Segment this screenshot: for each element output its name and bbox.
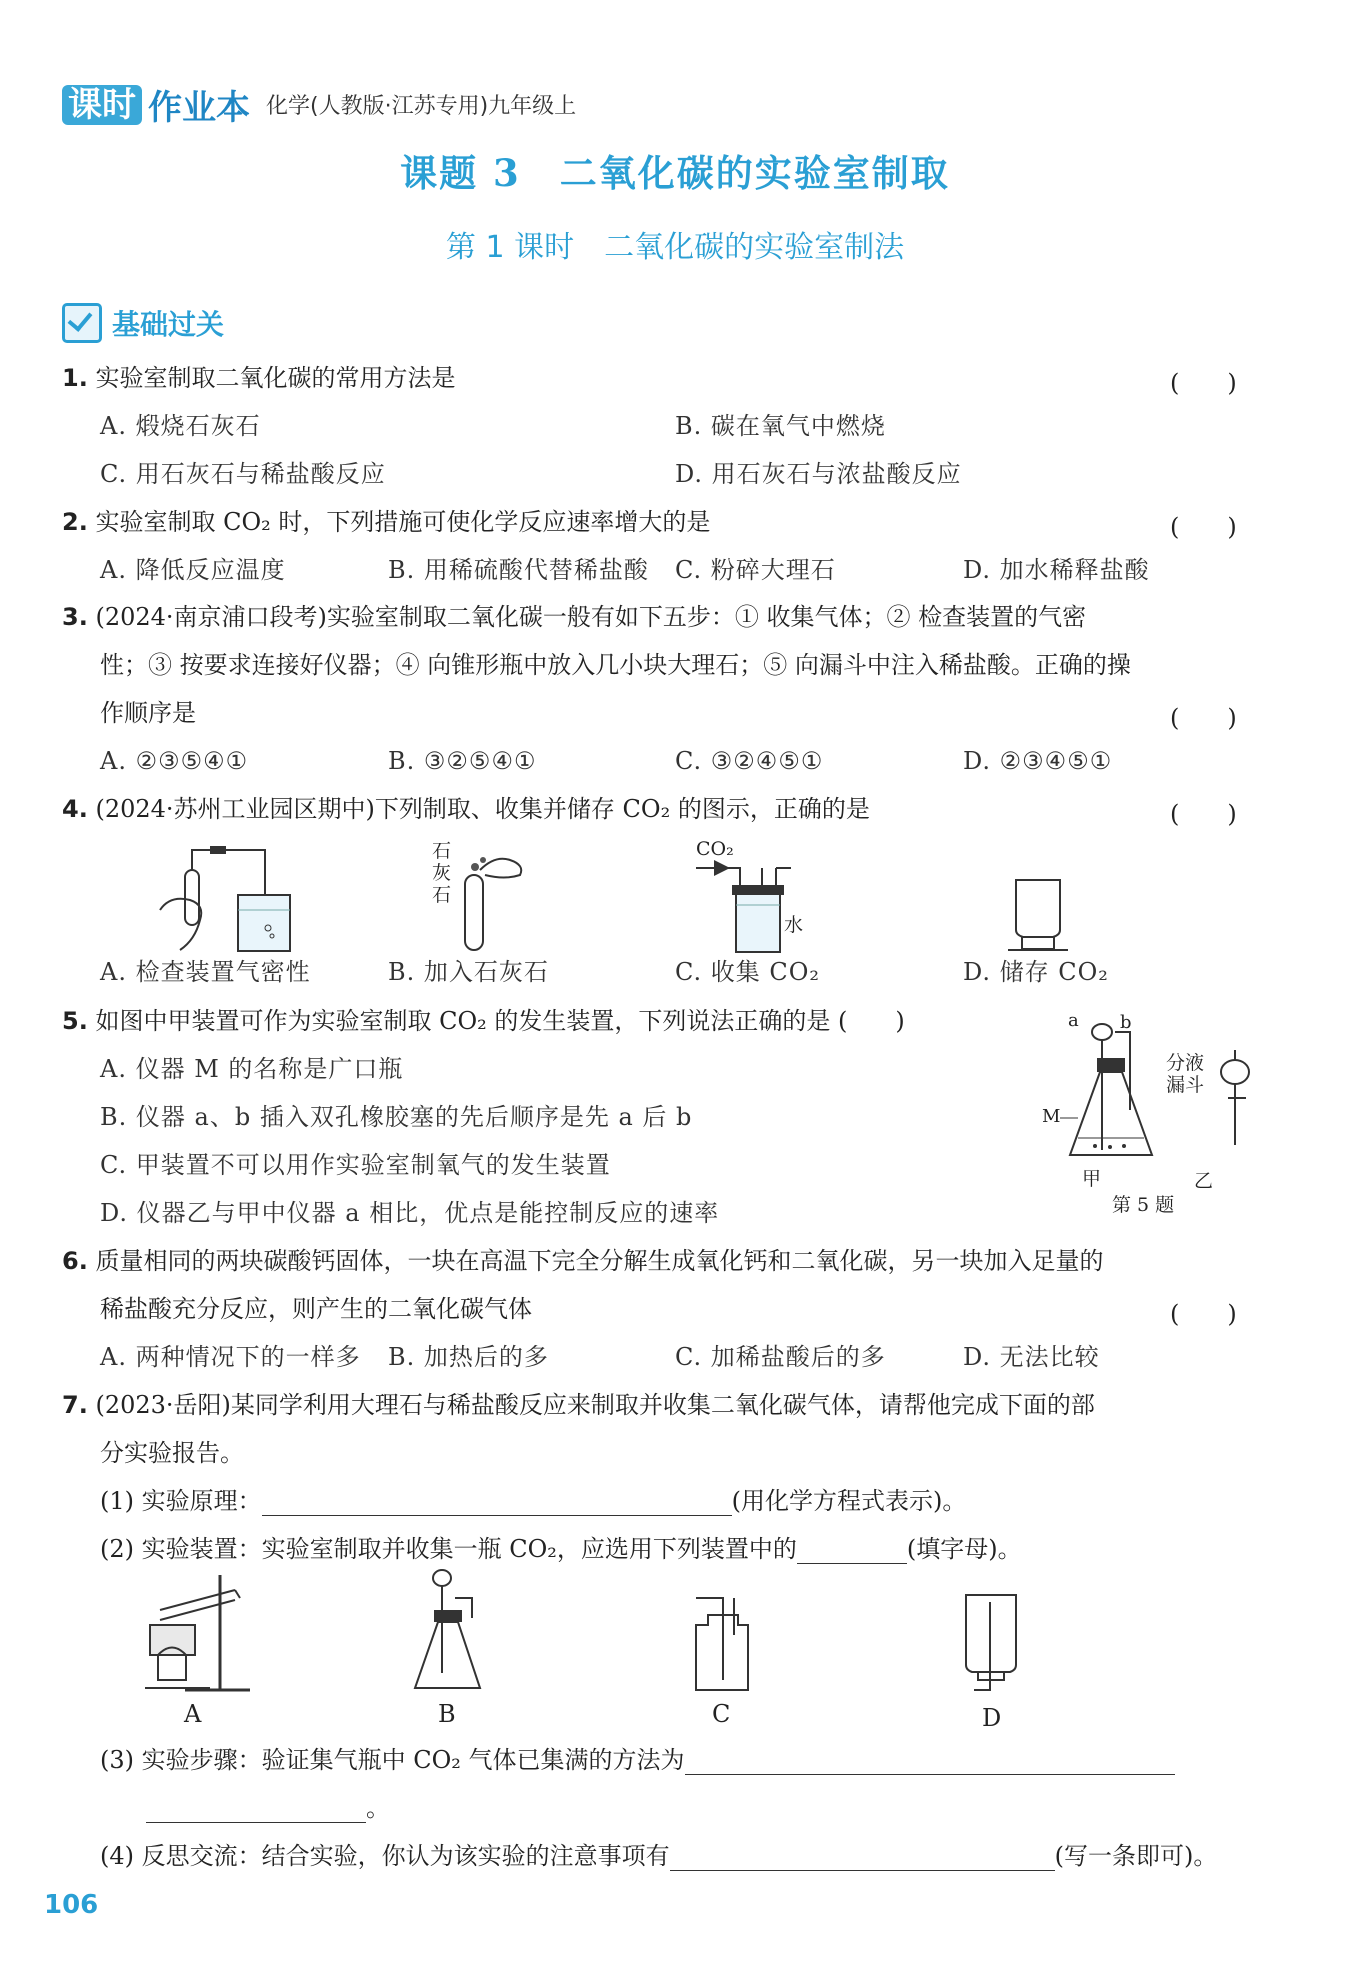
- option-d[interactable]: D. 加水稀释盐酸: [963, 556, 1150, 584]
- question-text-line: 稀盐酸充分反应，则产生的二氧化碳气体: [100, 1295, 532, 1323]
- option-c[interactable]: C. 甲装置不可以用作实验室制氧气的发生装置: [100, 1151, 611, 1179]
- option-d[interactable]: D. ②③④⑤①: [963, 747, 1113, 775]
- figure-airtightness-check: [150, 840, 290, 960]
- option-b[interactable]: B. 加入石灰石: [388, 958, 549, 986]
- answer-blank[interactable]: ( ): [1170, 513, 1237, 541]
- option-d[interactable]: D. 用石灰石与浓盐酸反应: [675, 460, 962, 488]
- label-m: M: [1042, 1106, 1061, 1127]
- label-apparatus-c: C: [712, 1700, 731, 1728]
- part-3-end: 。: [366, 1794, 390, 1822]
- label-a: a: [1068, 1010, 1079, 1031]
- option-a[interactable]: A. ②③⑤④①: [100, 747, 249, 775]
- figure-caption: 第 5 题: [1112, 1194, 1175, 1216]
- lesson-subtitle: 第 1 课时 二氧化碳的实验室制法: [445, 230, 905, 265]
- question-3: [62, 602, 1086, 632]
- label-water: 水: [784, 914, 804, 936]
- label-funnel-line1: 分液: [1166, 1052, 1205, 1074]
- question-text: (2023·岳阳)某同学利用大理石与稀盐酸反应来制取并收集二氧化碳气体，请帮他完成下面的部: [95, 1391, 1095, 1419]
- question-5: [62, 1006, 905, 1036]
- apparatus-d-inverted-bottle: [960, 1590, 1030, 1700]
- label-co2: CO₂: [696, 838, 734, 860]
- option-d[interactable]: D. 无法比较: [963, 1343, 1100, 1371]
- question-text: 实验室制取 CO₂ 时，下列措施可使化学反应速率增大的是: [95, 508, 711, 536]
- book-subtitle: 化学(人教版·江苏专用)九年级上: [266, 94, 577, 119]
- figure-adding-limestone: [455, 845, 535, 955]
- option-b[interactable]: B. ③②⑤④①: [388, 747, 537, 775]
- question-1: [62, 363, 455, 393]
- part-3-prompt: (3) 实验步骤：验证集气瓶中 CO₂ 气体已集满的方法为: [100, 1746, 685, 1774]
- option-b[interactable]: B. 仪器 a、b 插入双孔橡胶塞的先后顺序是先 a 后 b: [100, 1103, 693, 1131]
- section-label: 基础过关: [112, 308, 225, 341]
- answer-blank[interactable]: ( ): [1170, 800, 1237, 828]
- option-b[interactable]: B. 加热后的多: [388, 1343, 549, 1371]
- label-apparatus-b: B: [438, 1700, 456, 1728]
- label-funnel: [1166, 1052, 1204, 1096]
- option-c[interactable]: C. ③②④⑤①: [675, 747, 824, 775]
- option-a[interactable]: A. 两种情况下的一样多: [100, 1343, 361, 1371]
- question-text: (2024·南京浦口段考)实验室制取二氧化碳一般有如下五步：① 收集气体；② 检查装置的气密: [95, 603, 1087, 631]
- logo-box: 课时: [62, 85, 142, 125]
- verification-blank[interactable]: [685, 1748, 1175, 1775]
- answer-blank[interactable]: ( ): [1170, 1300, 1237, 1328]
- answer-blank[interactable]: ( ): [1170, 369, 1237, 397]
- question-text: 实验室制取二氧化碳的常用方法是: [95, 364, 456, 392]
- lesson-title: 课题 3 二氧化碳的实验室制取: [400, 151, 950, 195]
- q7-part-3-continued: [146, 1793, 390, 1823]
- question-number: 5.: [62, 1007, 88, 1035]
- question-number: 3.: [62, 603, 88, 631]
- q7-part-4: [100, 1841, 1217, 1871]
- label-yi: 乙: [1194, 1170, 1214, 1192]
- logo-text: 作业本: [148, 88, 250, 128]
- question-number: 6.: [62, 1247, 88, 1275]
- section-heading: [62, 303, 224, 343]
- part-4-prompt: (4) 反思交流：结合实验，你认为该实验的注意事项有: [100, 1842, 670, 1870]
- equation-blank[interactable]: [262, 1489, 732, 1516]
- brand-logo: [62, 80, 250, 129]
- q7-part-3: [100, 1745, 1175, 1775]
- option-a[interactable]: A. 煅烧石灰石: [100, 412, 261, 440]
- q7-part-1: [100, 1486, 966, 1516]
- question-number: 4.: [62, 795, 88, 823]
- label-apparatus-d: D: [982, 1704, 1002, 1732]
- option-c[interactable]: C. 用石灰石与稀盐酸反应: [100, 460, 386, 488]
- question-text: (2024·苏州工业园区期中)下列制取、收集并储存 CO₂ 的图示，正确的是: [95, 795, 870, 823]
- question-7: [62, 1390, 1095, 1420]
- book-header: [62, 80, 576, 129]
- question-number: 7.: [62, 1391, 88, 1419]
- option-b[interactable]: B. 用稀硫酸代替稀盐酸: [388, 556, 649, 584]
- label-b: b: [1120, 1012, 1132, 1033]
- question-text-line: 作顺序是: [100, 699, 196, 727]
- apparatus-a-heating-setup: [140, 1570, 260, 1700]
- option-c[interactable]: C. 加稀盐酸后的多: [675, 1343, 886, 1371]
- checkbox-icon: [62, 303, 102, 343]
- page-number: 106: [44, 1890, 99, 1920]
- option-d[interactable]: D. 储存 CO₂: [963, 958, 1109, 986]
- apparatus-blank[interactable]: [797, 1537, 907, 1564]
- question-6: [62, 1246, 1103, 1276]
- question-text-line: 分实验报告。: [100, 1439, 244, 1467]
- option-c[interactable]: C. 粉碎大理石: [675, 556, 836, 584]
- answer-blank[interactable]: ( ): [1170, 704, 1237, 732]
- question-text-line: 性；③ 按要求连接好仪器；④ 向锥形瓶中放入几小块大理石；⑤ 向漏斗中注入稀盐酸。正确的操: [100, 651, 1131, 679]
- part-1-prompt: (1) 实验原理：: [100, 1487, 262, 1515]
- q7-part-2: [100, 1534, 1022, 1564]
- verification-blank-continued[interactable]: [146, 1796, 366, 1823]
- option-a[interactable]: A. 降低反应温度: [100, 556, 286, 584]
- apparatus-b-flask: [410, 1568, 490, 1698]
- figure-store-co2: [1008, 875, 1068, 955]
- label-jia: 甲: [1082, 1168, 1102, 1190]
- precaution-blank[interactable]: [670, 1844, 1055, 1871]
- label-apparatus-a: A: [184, 1700, 202, 1728]
- part-1-suffix: (用化学方程式表示)。: [731, 1487, 967, 1515]
- part-2-prompt: (2) 实验装置：实验室制取并收集一瓶 CO₂，应选用下列装置中的: [100, 1535, 797, 1563]
- question-4: [62, 794, 870, 824]
- question-number: 1.: [62, 364, 88, 392]
- question-number: 2.: [62, 508, 88, 536]
- question-2: [62, 507, 710, 537]
- figure-generator-apparatus: [1060, 1020, 1270, 1170]
- part-4-suffix: (写一条即可)。: [1054, 1842, 1218, 1870]
- label-funnel-line2: 漏斗: [1166, 1074, 1205, 1096]
- option-a[interactable]: A. 仪器 M 的名称是广口瓶: [100, 1055, 404, 1083]
- option-b[interactable]: B. 碳在氧气中燃烧: [675, 412, 886, 440]
- question-text: 质量相同的两块碳酸钙固体，一块在高温下完全分解生成氧化钙和二氧化碳，另一块加入足量的: [95, 1247, 1104, 1275]
- apparatus-c-gas-bottle: [688, 1590, 758, 1700]
- option-c[interactable]: C. 收集 CO₂: [675, 958, 821, 986]
- option-d[interactable]: D. 仪器乙与甲中仪器 a 相比，优点是能控制反应的速率: [100, 1199, 720, 1227]
- part-2-suffix: (填字母)。: [906, 1535, 1022, 1563]
- figure-collect-co2: [696, 860, 826, 960]
- option-a[interactable]: A. 检查装置气密性: [100, 958, 311, 986]
- question-text: 如图中甲装置可作为实验室制取 CO₂ 的发生装置，下列说法正确的是 ( ): [95, 1007, 905, 1035]
- label-limestone: 石灰石: [432, 840, 452, 906]
